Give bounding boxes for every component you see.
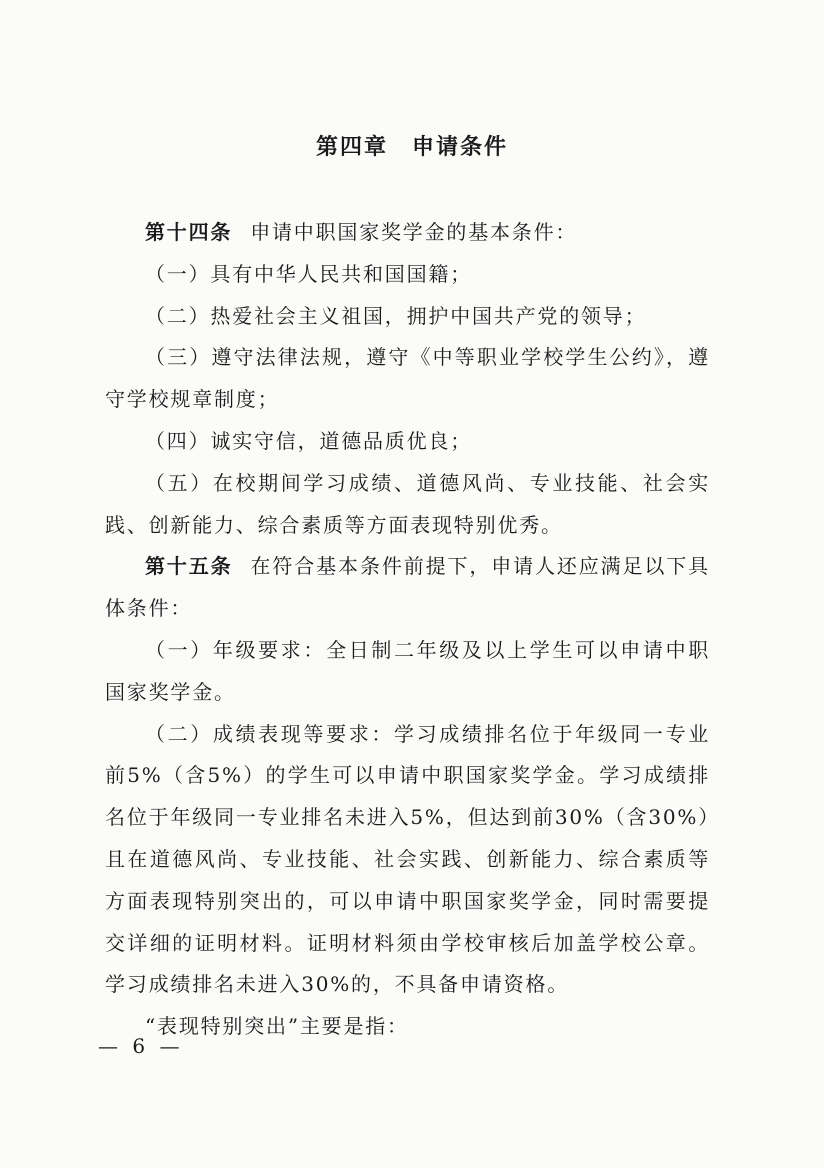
paragraph-condition-2 xyxy=(105,296,710,338)
paragraph-grade-requirement xyxy=(105,630,710,714)
paragraph-text: （四）诚实守信，道德品质优良； xyxy=(145,428,472,453)
paragraph-text: （一）具有中华人民共和国国籍； xyxy=(145,261,472,286)
paragraph-text: 在符合基本条件前提下，申请人还应满足以下具体条件： xyxy=(105,554,710,621)
paragraph-condition-5 xyxy=(105,463,710,547)
article-number: 第十四条 xyxy=(145,220,233,244)
paragraph-article-14 xyxy=(105,212,710,254)
paragraph-condition-1 xyxy=(105,254,710,296)
paragraph-outstanding-definition xyxy=(105,1006,710,1048)
paragraph-text: （一）年级要求：全日制二年级及以上学生可以申请中职国家奖学金。 xyxy=(105,637,710,704)
paragraph-text: （二）成绩表现等要求：学习成绩排名位于年级同一专业前5%（含5%）的学生可以申请中职国家奖学金。学习成绩排名位于年级同一专业排名未进入5%，但达到前30%（含30%）且在道德风尚、专业技能、社会实践、创新能力、综合素质等方面表现特别突出的，可以申请中职国家奖学金，同时需要提交详细的证明材料。证明材料须由学校审核后加盖学校公章。学习成绩排名未进入30%的，不具备申请资格。 xyxy=(105,721,710,997)
paragraph-text: 申请中职国家奖学金的基本条件： xyxy=(250,220,578,244)
paragraph-text: （五）在校期间学习成绩、道德风尚、专业技能、社会实践、创新能力、综合素质等方面表现特别优秀。 xyxy=(105,470,710,537)
paragraph-performance-requirement xyxy=(105,714,710,1007)
body-text xyxy=(105,212,710,1048)
paragraph-text: （三）遵守法律法规，遵守《中等职业学校学生公约》，遵守学校规章制度； xyxy=(105,345,710,412)
paragraph-text: （二）热爱社会主义祖国，拥护中国共产党的领导； xyxy=(145,303,647,328)
paragraph-condition-4 xyxy=(105,421,710,463)
paragraph-text: “表现特别突出”主要是指： xyxy=(145,1014,409,1039)
paragraph-article-15 xyxy=(105,546,710,630)
paragraph-condition-3 xyxy=(105,337,710,421)
page-number: — 6 — xyxy=(98,1034,184,1058)
article-number: 第十五条 xyxy=(145,554,233,579)
chapter-title: 第四章 申请条件 xyxy=(315,135,508,160)
